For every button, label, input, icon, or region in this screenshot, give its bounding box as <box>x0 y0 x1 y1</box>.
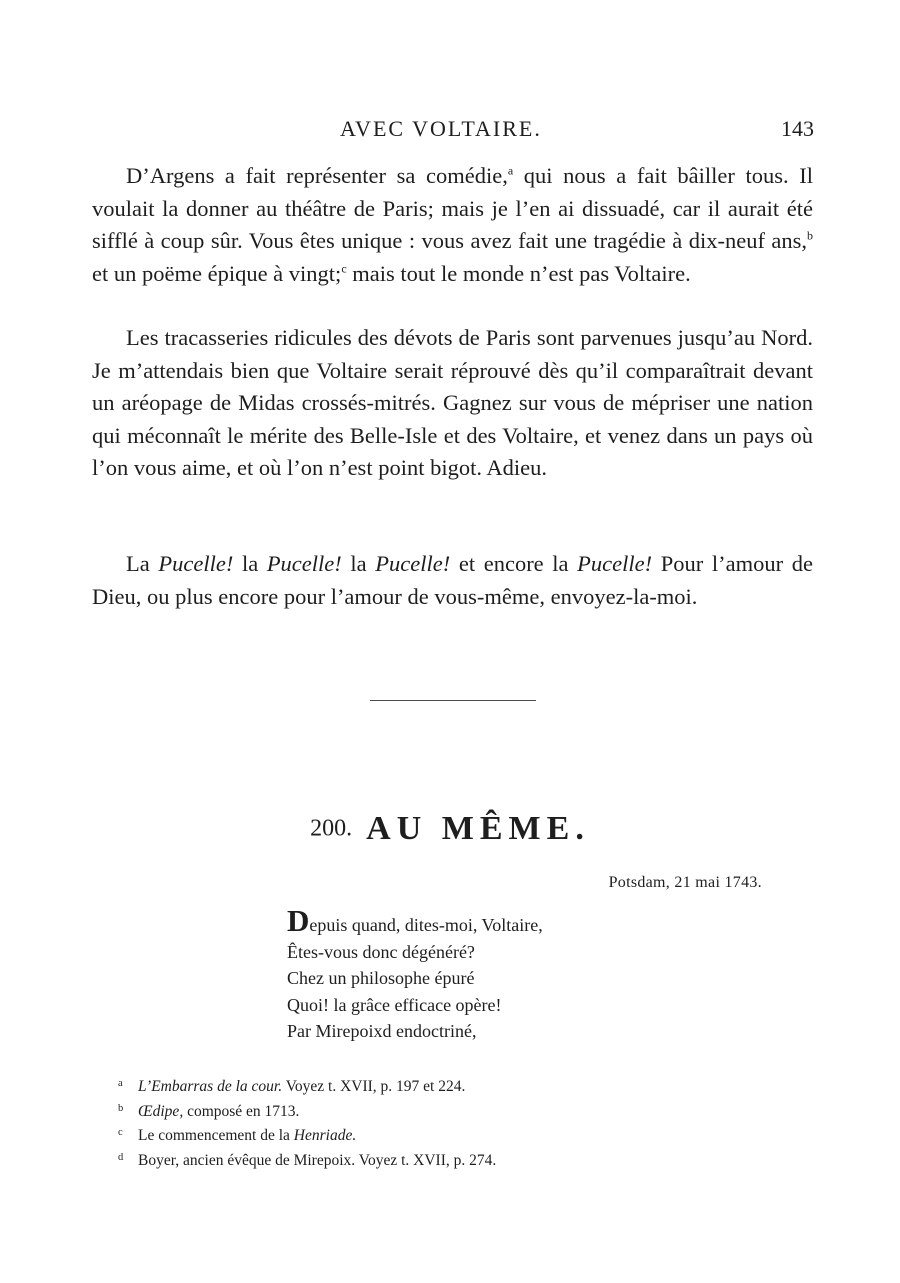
paragraph-3-encore: et encore la <box>450 551 578 576</box>
paragraph-3-la-3: la <box>341 551 376 576</box>
running-head: AVEC VOLTAIRE. <box>340 116 542 141</box>
poem-line-3: Chez un philosophe épuré <box>287 968 475 988</box>
footnote-ref-d[interactable]: d <box>382 1021 392 1041</box>
poem-line-4: Quoi! la grâce efficace opère! <box>287 994 502 1015</box>
footnote-mark: c <box>118 1127 123 1138</box>
footnote-text: composé en 1713. <box>183 1102 300 1120</box>
paragraph-1-part-2: qui nous a fait bâiller tous. Il voulait la donner au théâtre de Paris; mais je l’en ai dissuadé, car il aurait été sifflé à coup sûr. Vous êtes unique : vous avez fait une tragédie à dix-neuf ans, <box>92 163 813 253</box>
paragraph-1-part-1: D’Argens a fait représenter sa comédie, <box>126 163 508 188</box>
letter-dateline: Potsdam, 21 mai 1743. <box>608 874 762 891</box>
footnote-d <box>118 1149 496 1174</box>
poem-line-5-part-2: endoctriné, <box>391 1021 477 1041</box>
paragraph-3-rest: Pour l’amour de Dieu, ou plus encore pour l’amour de vous-même, envoyez-la-moi. <box>92 551 813 609</box>
paragraph-2-text: Les tracasseries ridicules des dévots de Paris sont parvenues jusqu’au Nord. Je m’attendais bien que Voltaire serait réprouvé dès qu’il comparaîtrait devant un aréopage de Midas crossés-mitrés. Gagnez sur vous de mépriser une nation qui méconnaît le mérite des Belle-Isle et des Voltaire, et venez dans un pays où l’on vous aime, et où l’on n’est point bigot. Adieu. <box>92 325 813 480</box>
poem-line-5-part-1: Par Mirepoix <box>287 1021 383 1041</box>
paragraph-1-part-3: et un poëme épique à vingt; <box>92 260 342 286</box>
letter-title: AU MÊME. <box>366 810 590 847</box>
footnote-title: Henriade. <box>293 1127 357 1144</box>
paragraph-3-pucelle-2: Pucelle! <box>266 551 342 576</box>
footnotes <box>118 1075 496 1173</box>
footnote-text: Voyez t. XVII, p. 197 et 224. <box>282 1078 466 1095</box>
section-divider <box>370 700 536 701</box>
paragraph-3-la-1: La <box>126 551 159 576</box>
poem-line-1-text: epuis quand, dites-moi, Voltaire, <box>309 915 543 935</box>
footnote-title: L’Embarras de la cour. <box>138 1078 283 1095</box>
poem-line-1 <box>287 903 543 939</box>
footnote-b <box>118 1100 496 1125</box>
paragraph-1 <box>92 160 813 290</box>
footnote-ref-b[interactable]: b <box>807 228 813 243</box>
paragraph-3-pucelle-4: Pucelle! <box>577 551 653 576</box>
paragraph-3-pucelle-3: Pucelle! <box>375 551 451 576</box>
footnote-c <box>118 1124 496 1149</box>
letter-heading <box>0 810 900 848</box>
footnote-ref-a[interactable]: a <box>507 163 514 178</box>
footnote-ref-c[interactable]: c <box>341 261 347 275</box>
paragraph-1-part-4: mais tout le monde n’est pas Voltaire. <box>346 260 691 286</box>
paragraph-3-pucelle-1: Pucelle! <box>158 551 234 576</box>
footnote-mark: a <box>118 1078 123 1089</box>
page-number: 143 <box>781 116 814 141</box>
footnote-a <box>118 1075 496 1100</box>
footnote-mark: d <box>118 1151 124 1163</box>
paragraph-3-la-2: la <box>233 551 267 576</box>
paragraph-3 <box>92 548 813 613</box>
footnote-text: Boyer, ancien évêque de Mirepoix. Voyez t. XVII, p. 274. <box>138 1151 497 1169</box>
poem-line-2: Êtes-vous donc dégénéré? <box>287 941 475 962</box>
letter-number: 200. <box>310 815 353 842</box>
poem-line-5 <box>287 1018 543 1045</box>
drop-cap: D <box>287 903 310 938</box>
paragraph-2 <box>92 322 813 485</box>
poem <box>287 903 543 1045</box>
footnote-title: Œdipe, <box>138 1102 184 1120</box>
footnote-text: Le commencement de la <box>138 1127 294 1144</box>
footnote-mark: b <box>118 1102 124 1114</box>
